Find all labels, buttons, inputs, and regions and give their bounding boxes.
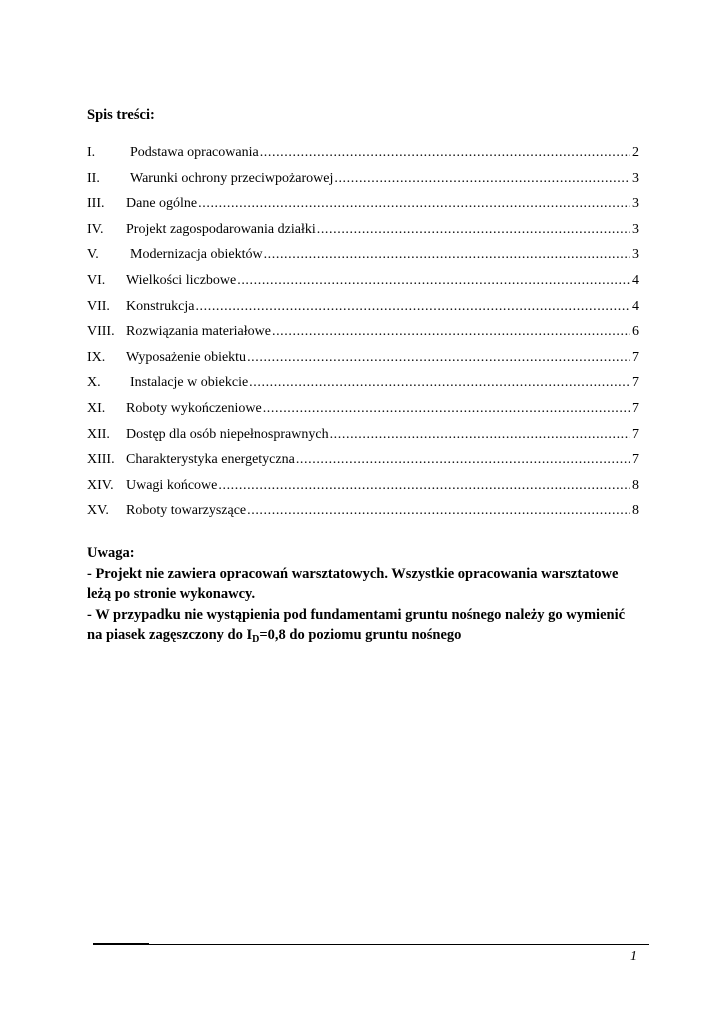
toc-leader-dots bbox=[195, 298, 630, 316]
toc-entry-number: V. bbox=[87, 247, 99, 263]
toc-entry-page: 7 bbox=[632, 375, 639, 391]
toc-entry-title: Konstrukcja bbox=[126, 298, 195, 314]
toc-entry-page: 7 bbox=[632, 452, 639, 468]
footer-rule bbox=[93, 944, 649, 945]
note-line-text: =0,8 do poziomu gruntu nośnego bbox=[259, 627, 462, 643]
toc-entry-page: 8 bbox=[632, 477, 639, 493]
toc-entry-number: VI. bbox=[87, 272, 106, 288]
toc-entry[interactable] bbox=[87, 426, 639, 452]
note-subscript: D bbox=[252, 634, 260, 645]
toc-entry-title: Roboty wykończeniowe bbox=[126, 400, 262, 416]
toc-entry-page: 7 bbox=[632, 400, 639, 416]
toc-leader-dots bbox=[198, 195, 630, 213]
toc-entry-title: Dostęp dla osób niepełnosprawnych bbox=[126, 426, 329, 442]
toc-leader-dots bbox=[263, 400, 630, 418]
toc-leader-dots bbox=[264, 246, 630, 264]
toc-entry-number: XIII. bbox=[87, 452, 115, 468]
toc-entry[interactable] bbox=[87, 195, 639, 221]
toc-entry-title: Roboty towarzyszące bbox=[126, 503, 247, 519]
toc-leader-dots bbox=[237, 272, 630, 290]
toc-entry-number: VII. bbox=[87, 298, 110, 314]
toc-leader-dots bbox=[272, 323, 630, 341]
table-of-contents bbox=[87, 144, 639, 528]
toc-entry-number: II. bbox=[87, 170, 100, 186]
note-line: - W przypadku nie wystąpienia pod fundamentami gruntu nośnego należy go wymienić bbox=[87, 606, 626, 623]
toc-leader-dots bbox=[334, 170, 630, 188]
toc-entry-number: X. bbox=[87, 375, 101, 391]
toc-entry-title: Dane ogólne bbox=[126, 196, 198, 212]
toc-entry-title: Podstawa opracowania bbox=[130, 145, 259, 160]
toc-entry[interactable] bbox=[87, 323, 639, 349]
toc-entry[interactable] bbox=[87, 246, 639, 272]
toc-entry-page: 2 bbox=[632, 145, 639, 160]
toc-leader-dots bbox=[247, 349, 630, 367]
toc-entry[interactable] bbox=[87, 298, 639, 324]
toc-leader-dots bbox=[218, 477, 630, 495]
toc-entry-title: Wielkości liczbowe bbox=[126, 272, 237, 288]
toc-entry-number: VIII. bbox=[87, 324, 115, 340]
toc-entry-number: IV. bbox=[87, 221, 104, 237]
toc-entry[interactable] bbox=[87, 477, 639, 503]
toc-entry[interactable] bbox=[87, 349, 639, 375]
toc-entry-title: Uwagi końcowe bbox=[126, 477, 218, 493]
toc-entry-title: Modernizacja obiektów bbox=[130, 247, 263, 263]
toc-entry[interactable] bbox=[87, 374, 639, 400]
note-line-text: na piasek zagęszczony do I bbox=[87, 627, 253, 643]
toc-leader-dots bbox=[260, 144, 630, 162]
note-line bbox=[87, 625, 647, 651]
toc-entry[interactable] bbox=[87, 451, 639, 477]
toc-entry-title: Wyposażenie obiektu bbox=[126, 349, 247, 365]
toc-entry-page: 6 bbox=[632, 324, 639, 340]
toc-entry-page: 4 bbox=[632, 272, 639, 288]
toc-leader-dots bbox=[296, 451, 630, 469]
toc-entry-page: 3 bbox=[632, 170, 639, 186]
toc-entry-number: III. bbox=[87, 196, 105, 212]
toc-entry-page: 3 bbox=[632, 196, 639, 212]
toc-entry-title: Projekt zagospodarowania działki bbox=[126, 221, 316, 237]
toc-entry-number: XI. bbox=[87, 400, 106, 416]
toc-entry-page: 8 bbox=[632, 503, 639, 519]
toc-entry-page: 7 bbox=[632, 349, 639, 365]
toc-entry[interactable] bbox=[87, 144, 639, 170]
toc-entry[interactable] bbox=[87, 272, 639, 298]
toc-entry-title: Instalacje w obiekcie bbox=[130, 375, 249, 391]
toc-entry-page: 7 bbox=[632, 426, 639, 442]
toc-entry[interactable] bbox=[87, 221, 639, 247]
toc-entry-title: Charakterystyka energetyczna bbox=[126, 452, 295, 468]
toc-leader-dots bbox=[317, 221, 630, 239]
note-line: leżą po stronie wykonawcy. bbox=[87, 586, 256, 602]
toc-leader-dots bbox=[247, 502, 630, 520]
toc-entry-title: Rozwiązania materiałowe bbox=[126, 324, 271, 340]
note-section bbox=[87, 543, 647, 651]
toc-entry-number: XIV. bbox=[87, 477, 114, 493]
toc-entry-number: XII. bbox=[87, 426, 110, 442]
toc-leader-dots bbox=[249, 374, 630, 392]
toc-entry[interactable] bbox=[87, 400, 639, 426]
toc-entry-number: IX. bbox=[87, 349, 106, 365]
toc-entry[interactable] bbox=[87, 170, 639, 196]
toc-entry-page: 3 bbox=[632, 221, 639, 237]
note-heading: Uwaga: bbox=[87, 545, 135, 561]
toc-entry-page: 3 bbox=[632, 247, 639, 263]
page-number: 1 bbox=[630, 949, 637, 964]
toc-entry[interactable] bbox=[87, 502, 639, 528]
toc-entry-number: I. bbox=[87, 145, 96, 160]
toc-entry-number: XV. bbox=[87, 503, 109, 519]
toc-entry-title: Warunki ochrony przeciwpożarowej bbox=[130, 170, 334, 186]
toc-entry-page: 4 bbox=[632, 298, 639, 314]
toc-leader-dots bbox=[330, 426, 630, 444]
toc-heading: Spis treści: bbox=[87, 107, 155, 123]
note-line: - Projekt nie zawiera opracowań warsztatowych. Wszystkie opracowania warsztatowe bbox=[87, 565, 619, 582]
